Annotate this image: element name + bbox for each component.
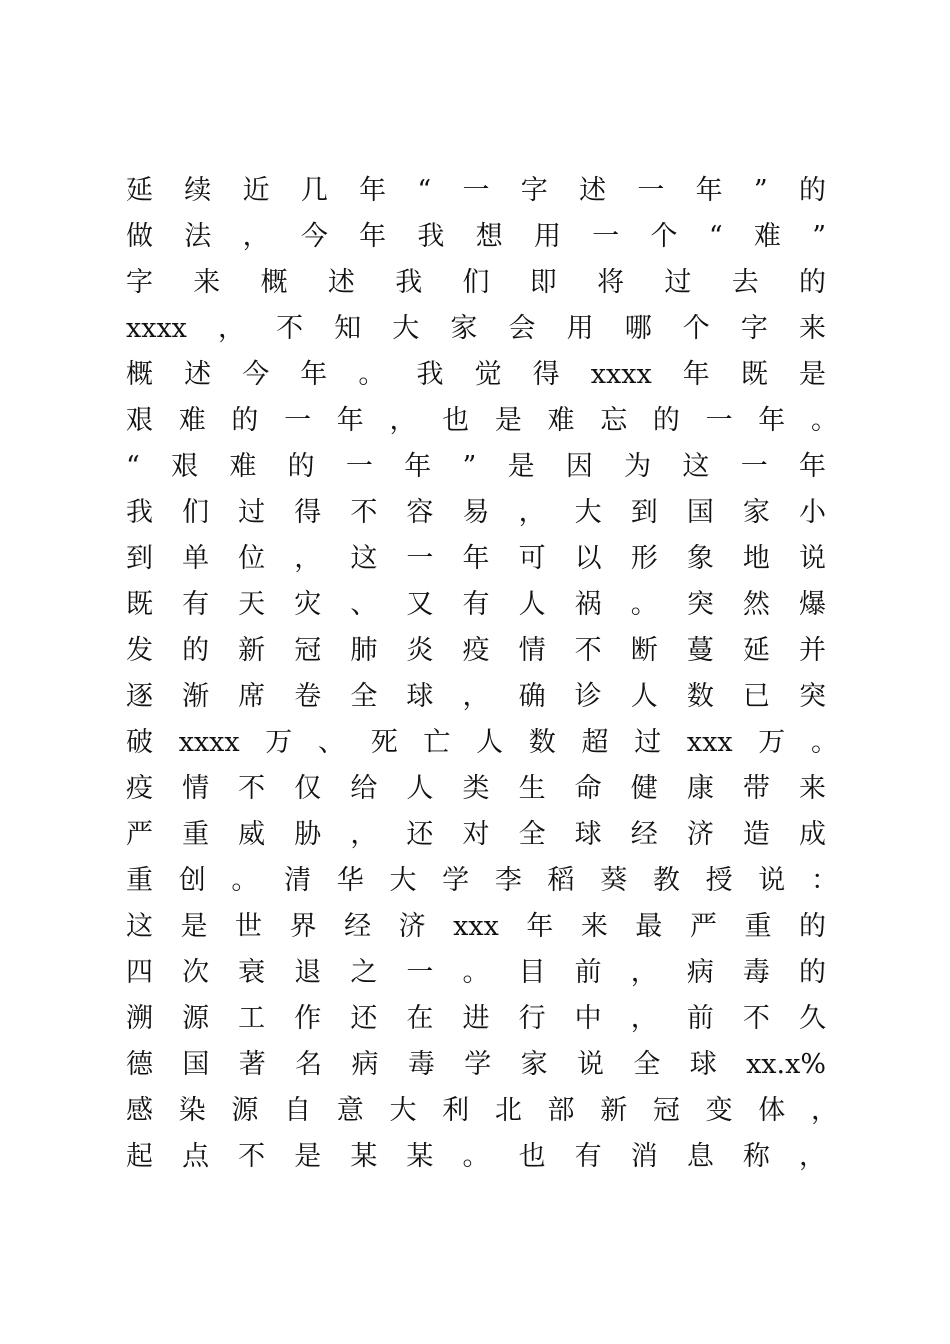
text-line: 我们过得不容易，大到国家小 xyxy=(126,497,826,528)
text-line: “艰难的一年”是因为这一年 xyxy=(126,451,826,482)
text-line: 重创。清华大学李稻葵教授说： xyxy=(126,865,838,896)
text-line: 到单位，这一年可以形象地说 xyxy=(126,543,826,574)
text-line: 发的新冠肺炎疫情不断蔓延并 xyxy=(126,635,826,666)
text-line: 四次衰退之一。目前，病毒的 xyxy=(126,957,826,988)
text-line: 严重威胁，还对全球经济造成 xyxy=(126,819,826,850)
text-line: 德国著名病毒学家说全球xx.x% xyxy=(126,1049,826,1080)
text-line: 逐渐席卷全球，确诊人数已突 xyxy=(126,681,826,712)
text-line: xxxx，不知大家会用哪个字来 xyxy=(126,313,826,344)
text-line: 既有天灾、又有人祸。突然爆 xyxy=(126,589,826,620)
text-line: 感染源自意大利北部新冠变体， xyxy=(126,1095,838,1126)
text-line: 艰难的一年，也是难忘的一年。 xyxy=(126,405,838,436)
text-line: 这是世界经济xxx年来最严重的 xyxy=(126,911,826,942)
text-line: 延续近几年“一字述一年”的 xyxy=(126,175,826,206)
text-line: 做法，今年我想用一个“难” xyxy=(126,221,826,252)
text-line: 字来概述我们即将过去的 xyxy=(126,267,826,298)
text-line: 起点不是某某。也有消息称， xyxy=(126,1141,826,1172)
text-line: 破xxxx万、死亡人数超过xxx万。 xyxy=(126,727,838,758)
text-line: 溯源工作还在进行中，前不久 xyxy=(126,1003,826,1034)
text-line: 概述今年。我觉得xxxx年既是 xyxy=(126,359,826,390)
text-line: 疫情不仅给人类生命健康带来 xyxy=(126,773,826,804)
